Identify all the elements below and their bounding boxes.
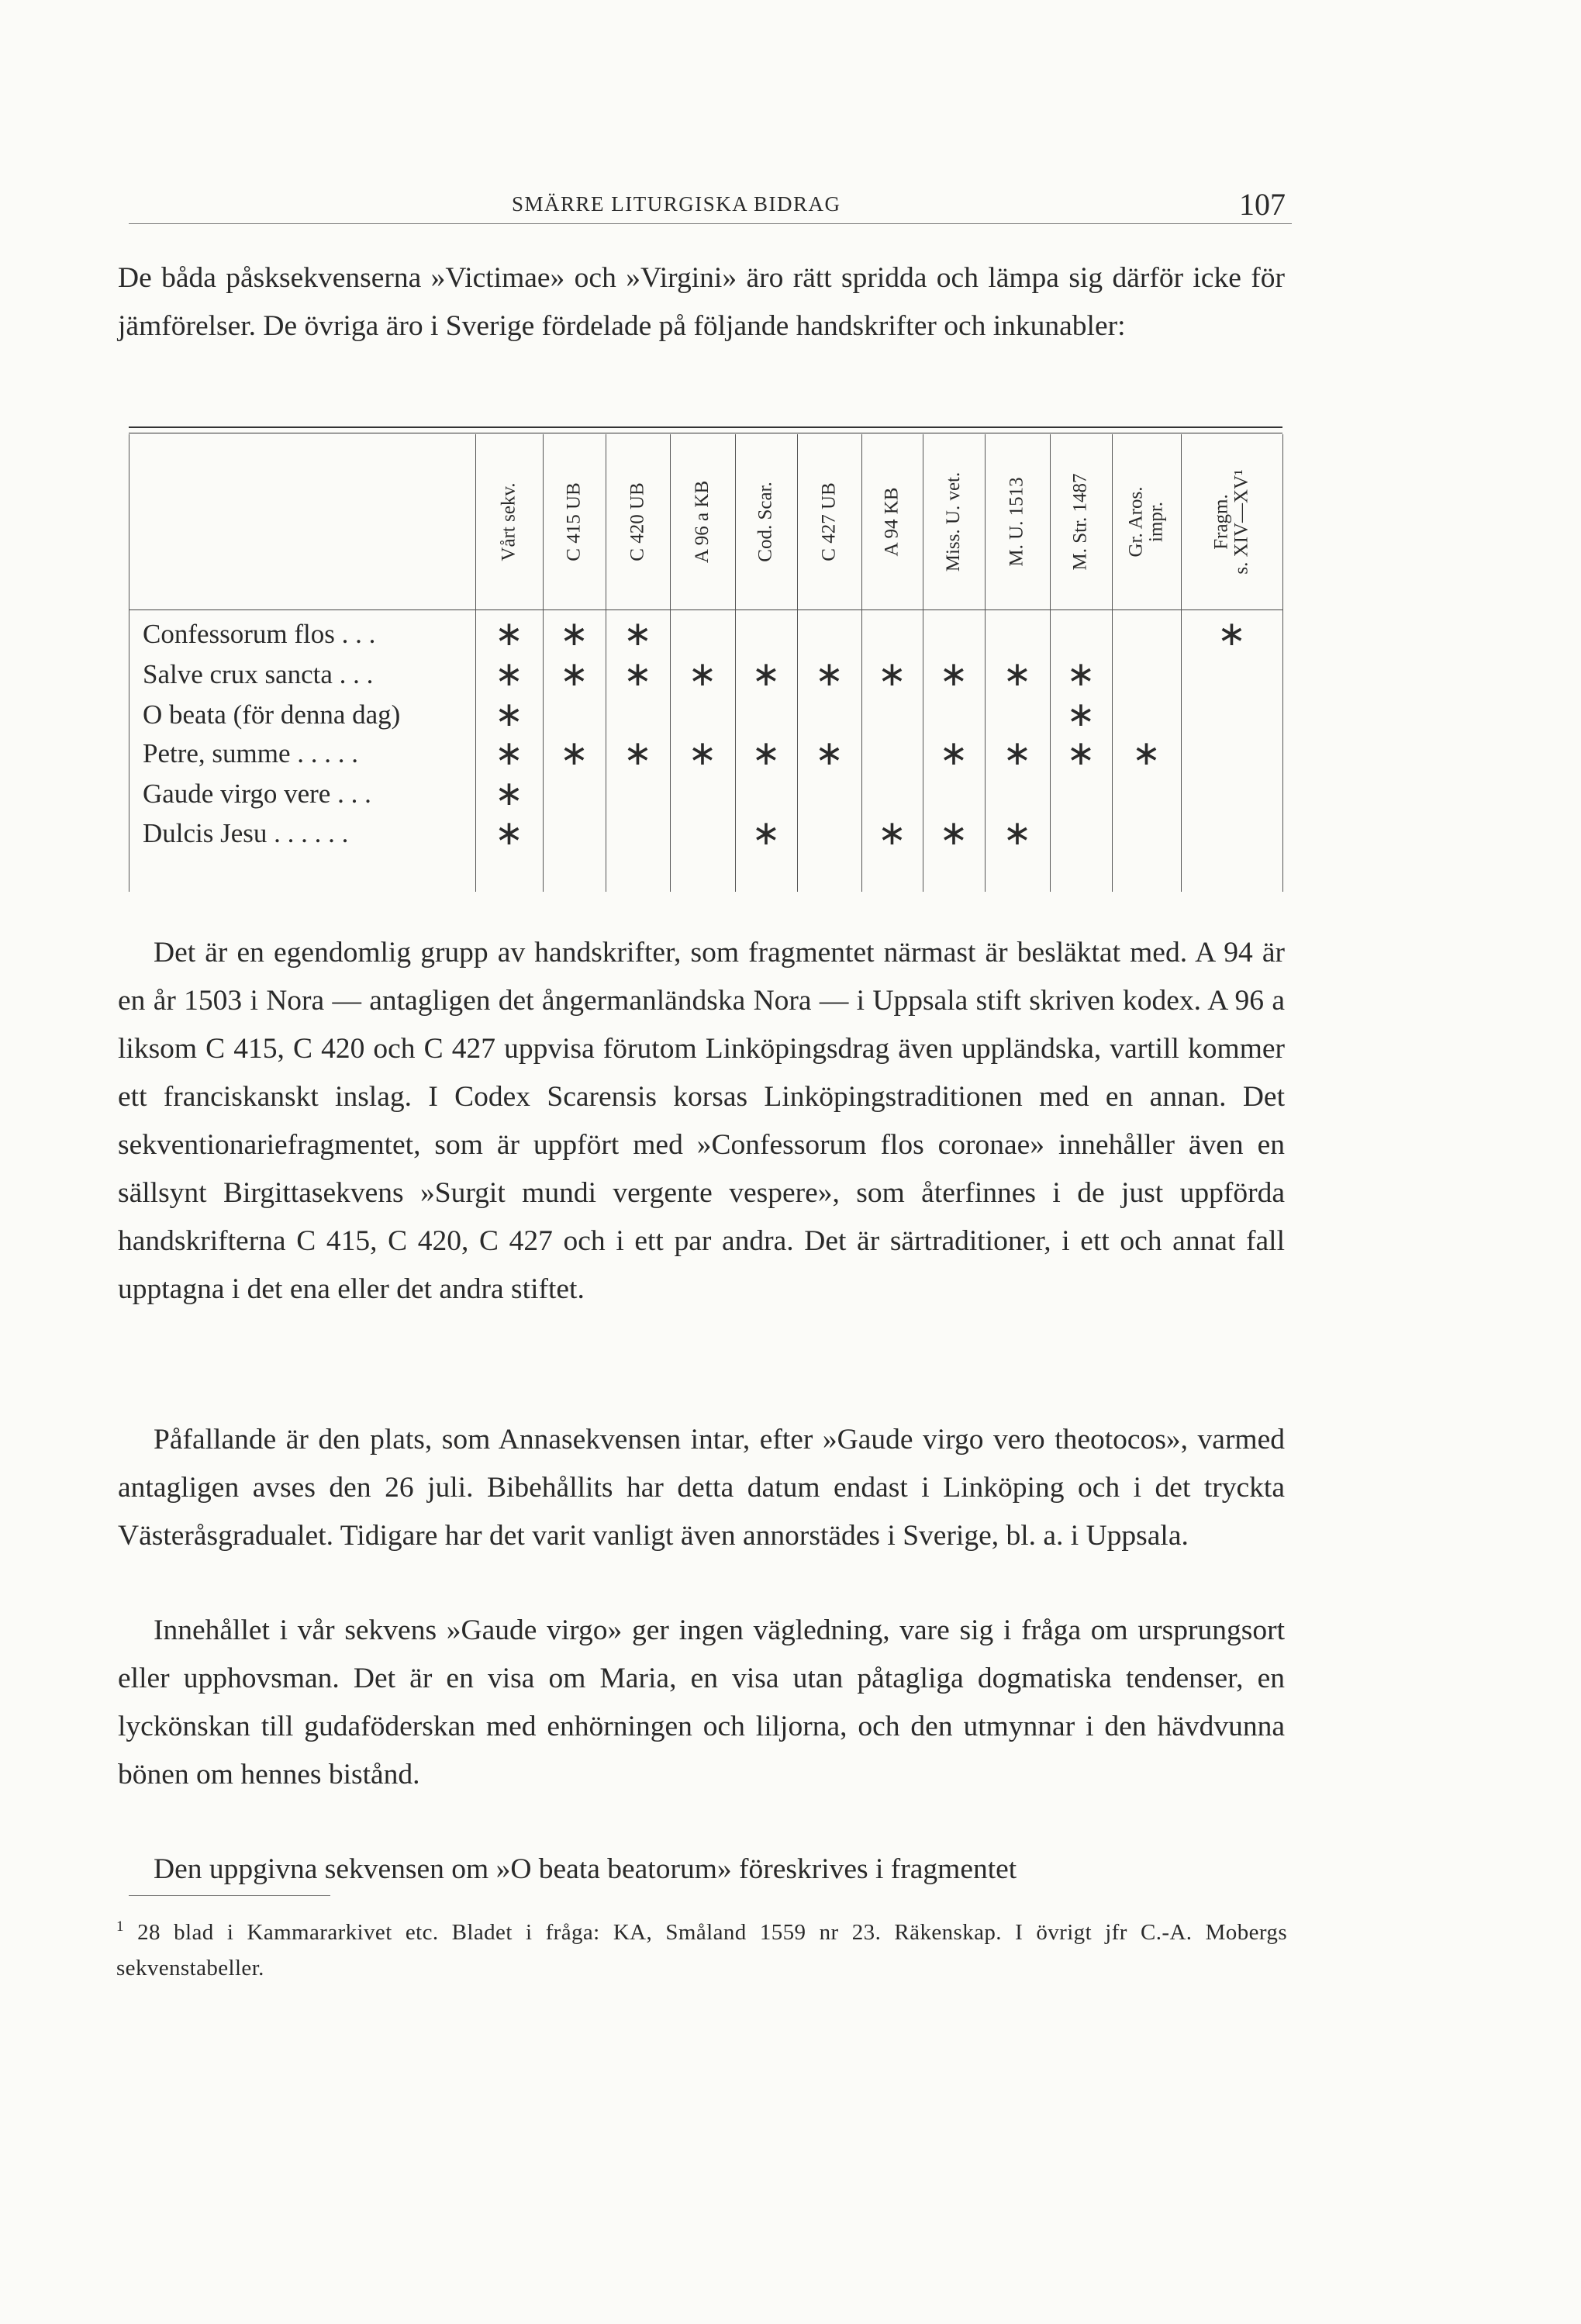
table-mark: ∗: [623, 614, 652, 654]
running-title: SMÄRRE LITURGISKA BIDRAG: [512, 192, 841, 216]
table-mark: ∗: [815, 654, 844, 694]
column-header-label: C 427 UB: [818, 482, 840, 561]
table-top-rule: [129, 426, 1282, 428]
table-mark: ∗: [1066, 654, 1096, 694]
table-column-header: [547, 442, 602, 602]
column-header-label: Vårt sekv.: [498, 482, 520, 561]
table-mark: ∗: [495, 614, 523, 654]
table-row-label: Salve crux sancta . . .: [143, 659, 374, 689]
column-header-label: C 415 UB: [563, 482, 585, 561]
column-header-label: M. Str. 1487: [1070, 473, 1091, 571]
table-mark: ∗: [495, 695, 523, 734]
table-column-header: [482, 442, 537, 602]
column-header-label: Miss. U. vet.: [943, 471, 965, 572]
table-mark: ∗: [495, 654, 523, 694]
body-paragraph: Den uppgivna sekvensen om »O beata beatorum» föreskrives i fragmentet: [154, 1853, 1017, 1885]
table-column-rule: [1282, 434, 1283, 892]
table-row-label: Dulcis Jesu . . . . . .: [143, 818, 349, 848]
table-mark: ∗: [939, 734, 968, 773]
table-mark: ∗: [878, 654, 906, 694]
table-mark: ∗: [1066, 695, 1096, 734]
table-mark: ∗: [495, 813, 523, 853]
table-row-label: Petre, summe . . . . .: [143, 738, 359, 768]
table-column-rule: [1181, 434, 1182, 892]
table-mark: ∗: [939, 654, 968, 694]
table-column-rule: [985, 434, 986, 892]
column-header-label: Fragm. s. XIV—XV¹: [1210, 469, 1252, 575]
table-mark: ∗: [1217, 614, 1246, 654]
column-header-label: A 94 KB: [881, 487, 903, 557]
table-column-header: [1054, 442, 1108, 602]
page-number: 107: [1239, 187, 1286, 222]
body-paragraph: Innehållet i vår sekvens »Gaude virgo» ger ingen vägledning, vare sig i fråga om ursprungsort eller upphovsman. Det är en visa om Maria, en visa utan påtagliga dogmatiska tendenser, en lyckönskan till gudaföderskan med enhörningen och liljorna, och den utmynnar i den hävdvunna bönen om hennes bistånd.: [118, 1614, 1285, 1790]
table-mark: ∗: [939, 813, 968, 853]
footnote-text: 28 blad i Kammararkivet etc. Bladet i fråga: KA, Småland 1559 nr 23. Räkenskap. I övrigt jfr C.-A. Mobergs sekvenstabeller.: [116, 1920, 1288, 1980]
table-column-header: [803, 442, 857, 602]
header-rule: [129, 223, 1292, 224]
footnote-rule: [129, 1895, 330, 1896]
table-mark: ∗: [560, 614, 589, 654]
table-column-header: [865, 442, 920, 602]
intro-paragraph: De båda påsksekvenserna »Victimae» och »Virgini» äro rätt spridda och lämpa sig därför icke för jämförelser. De övriga äro i Sverige fördelade på följande handskrifter och inkunabler:: [118, 262, 1285, 342]
column-header-label: C 420 UB: [627, 482, 648, 561]
table-column-header: [1205, 442, 1259, 602]
column-header-label: Gr. Aros. impr.: [1125, 486, 1167, 558]
footnote-marker: 1: [116, 1918, 124, 1935]
table-mark: ∗: [751, 813, 781, 853]
table-mark: ∗: [560, 654, 589, 694]
body-paragraph: Det är en egendomlig grupp av handskrifter, som fragmentet närmast är besläktat med. A 94 är en år 1503 i Nora — antagligen det ångermanländska Nora — i Uppsala stift skriven kodex. A 96 a liksom C 415, C 420 och C 427 uppvisa förutom Linköpingsdrag även uppländska, vartill kommer ett franciskanskt inslag. I Codex Scarensis korsas Linköpingstraditionen med en annan. Det sekventionariefragmentet, som är uppfört med »Confessorum flos coronae» innehåller även en sällsynt Birgittasekvens »Surgit mundi vergente vespere», som återfinnes i de just uppförda handskrifterna C 415, C 420, C 427 och i ett par andra. Det är särtraditioner, i ett och annat fall upptagna i det ena eller det andra stiftet.: [118, 937, 1285, 1305]
table-mark: ∗: [495, 734, 523, 773]
table-row-label: Confessorum flos . . .: [143, 619, 376, 649]
table-row-label: Gaude virgo vere . . .: [143, 779, 371, 809]
table-mark: ∗: [751, 734, 781, 773]
table-mark: ∗: [1003, 813, 1032, 853]
table-column-header: [927, 442, 981, 602]
table-column-header: [611, 442, 665, 602]
table-mark: ∗: [878, 813, 906, 853]
table-mark: ∗: [1066, 734, 1096, 773]
table-column-rule: [1112, 434, 1113, 892]
table-column-header: [990, 442, 1044, 602]
table-column-header: [739, 442, 793, 602]
table-mark: ∗: [688, 654, 717, 694]
table-mark: ∗: [623, 654, 652, 694]
table-mark: ∗: [1003, 734, 1032, 773]
sequence-table: [129, 426, 1282, 892]
table-mark: ∗: [560, 734, 589, 773]
table-column-rule: [670, 434, 671, 892]
footnote: [116, 1909, 1287, 1986]
table-mark: ∗: [495, 774, 523, 813]
table-column-header: [675, 442, 730, 602]
table-row-label: O beata (för denna dag): [143, 699, 401, 730]
table-mark: ∗: [688, 734, 717, 773]
table-mark: ∗: [623, 734, 652, 773]
table-column-header: [1120, 442, 1174, 602]
column-header-label: Cod. Scar.: [755, 482, 776, 562]
table-mark: ∗: [815, 734, 844, 773]
column-header-label: M. U. 1513: [1006, 477, 1028, 567]
body-paragraph: Påfallande är den plats, som Annasekvensen intar, efter »Gaude virgo vero theotocos», varmed antagligen avses den 26 juli. Bibehållits har detta datum endast i Linköping och i det tryckta Västeråsgradualet. Tidigare har det varit vanligt även annorstädes i Sverige, bl. a. i Uppsala.: [118, 1424, 1285, 1552]
running-head: [129, 186, 1292, 225]
table-mark: ∗: [1003, 654, 1032, 694]
table-mark: ∗: [751, 654, 781, 694]
table-header-rule: [129, 609, 1282, 610]
table-mark: ∗: [1132, 734, 1161, 773]
column-header-label: A 96 a KB: [692, 480, 713, 564]
